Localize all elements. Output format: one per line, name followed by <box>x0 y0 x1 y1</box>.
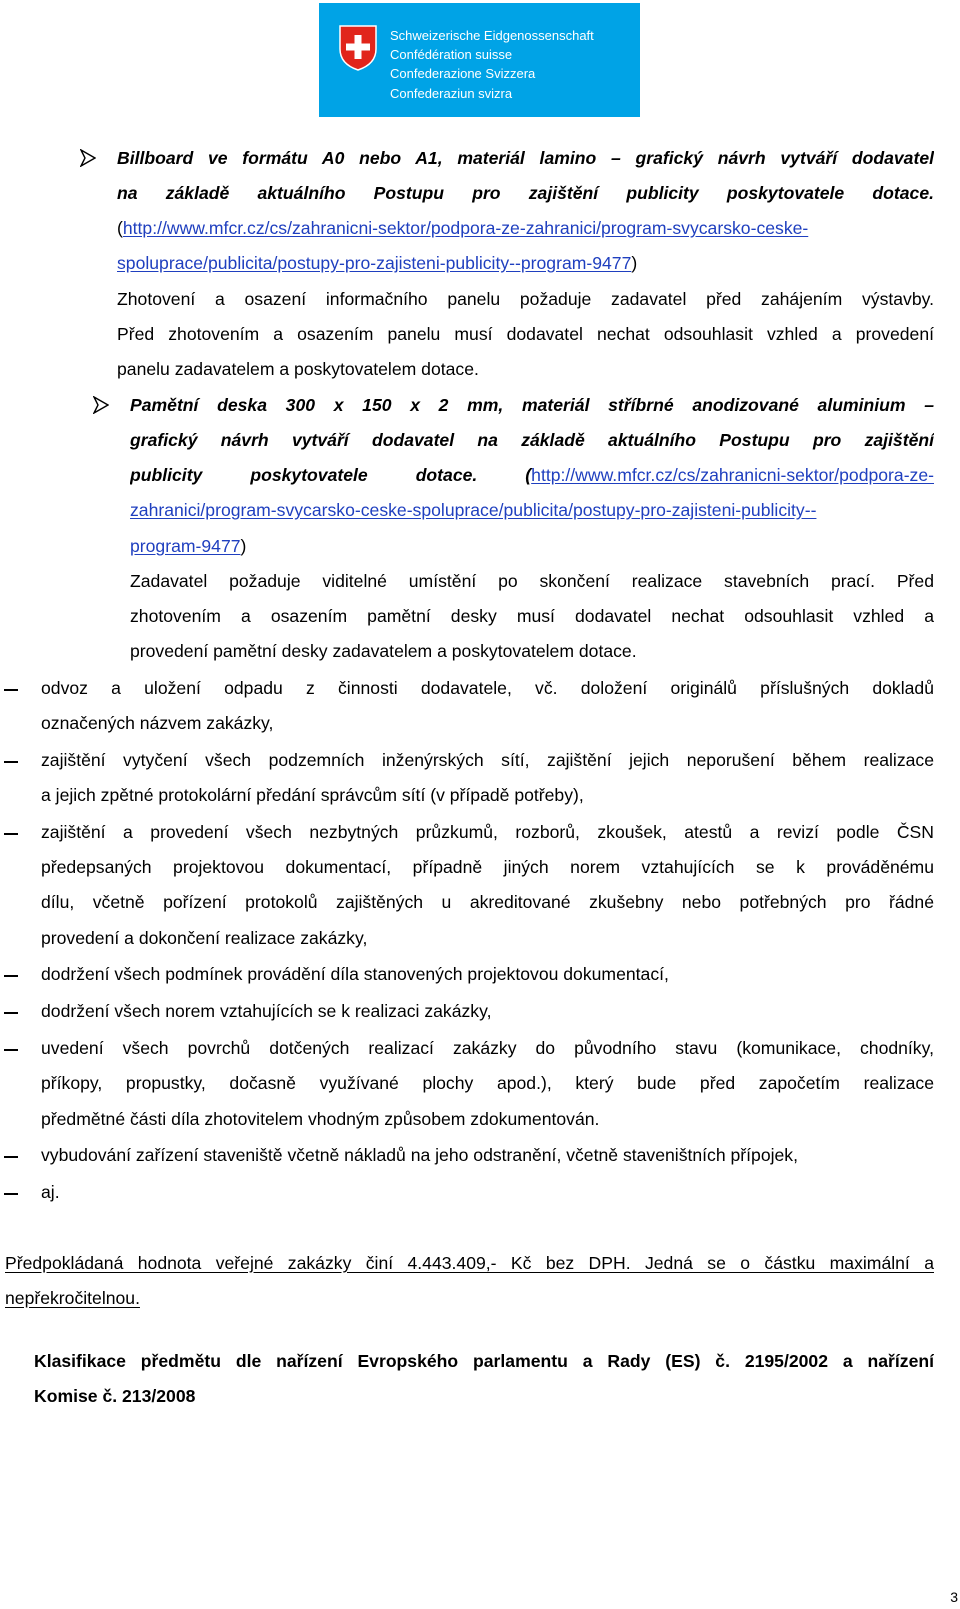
link-paren: ) <box>240 536 247 556</box>
list-item-line: předepsaných projektovou dokumentací, případně jiných norem vztahujících se k prováděnému <box>41 857 934 877</box>
billboard-note-line: panelu zadavatelem a poskytovatelem dotace. <box>117 359 479 379</box>
plaque-heading-text: publicity poskytovatele dotace. ( <box>130 465 532 485</box>
billboard-note-line: Zhotovení a osazení informačního panelu požaduje zadavatel před zahájením výstavby. <box>117 289 934 309</box>
list-item-line: vybudování zařízení staveniště včetně nákladů na jeho odstranění, včetně staveništních přípojek, <box>41 1145 798 1165</box>
dash-bullet-icon <box>4 689 18 691</box>
billboard-note-line: Před zhotovením a osazením panelu musí dodavatel nechat odsouhlasit vzhled a provedení <box>117 324 934 344</box>
list-item-line: uvedení všech povrchů dotčených realizací zakázky do původního stavu (komunikace, chodníky, <box>41 1038 934 1058</box>
swiss-confederation-logo <box>319 3 640 117</box>
list-item-line: označených názvem zakázky, <box>41 713 274 733</box>
dash-bullet-icon <box>4 1193 18 1195</box>
billboard-heading-line: Billboard ve formátu A0 nebo A1, materiál lamino – grafický návrh vytváří dodavatel <box>117 148 934 168</box>
dash-bullet-icon <box>4 1049 18 1051</box>
plaque-publicity-link[interactable]: http://www.mfcr.cz/cs/zahranicni-sektor/podpora-ze- <box>531 465 934 485</box>
dash-bullet-icon <box>4 761 18 763</box>
plaque-note-line: zhotovením a osazením pamětní desky musí dodavatel nechat odsouhlasit vzhled a <box>130 606 934 626</box>
link-paren: ) <box>631 253 638 273</box>
logo-line-fr: Confédération suisse <box>390 47 513 63</box>
list-item-line: dílu, včetně pořízení protokolů zajištěných u akreditované zkušebny nebo potřebných pro řádné <box>41 892 934 912</box>
logo-line-de: Schweizerische Eidgenossenschaft <box>390 28 594 43</box>
plaque-publicity-link[interactable]: zahranici/program-svycarsko-ceske-spoluprace/publicita/postupy-pro-zajisteni-publicity-- <box>130 500 817 520</box>
contract-value-line: Předpokládaná hodnota veřejné zakázky činí 4.443.409,- Kč bez DPH. Jedná se o částku maximální a <box>5 1253 934 1273</box>
logo-line-it: Confederazione Svizzera <box>390 66 536 82</box>
classification-heading: Komise č. 213/2008 <box>34 1386 196 1406</box>
list-item-line: zajištění vytyčení všech podzemních inženýrských sítí, zajištění jejich neporušení během realizace <box>41 750 934 770</box>
plaque-heading-line <box>130 465 934 485</box>
list-item-line: provedení a dokončení realizace zakázky, <box>41 928 368 948</box>
plaque-note-line: provedení pamětní desky zadavatelem a poskytovatelem dotace. <box>130 641 637 661</box>
billboard-publicity-link[interactable]: http://www.mfcr.cz/cs/zahranicni-sektor/podpora-ze-zahranici/program-svycarsko-ceske- <box>122 218 809 238</box>
swiss-shield-icon <box>339 25 377 71</box>
dash-bullet-icon <box>4 833 18 835</box>
logo-text <box>390 26 594 103</box>
link-paren: ( <box>117 218 123 238</box>
list-item-line: dodržení všech podmínek provádění díla stanovených projektovou dokumentací, <box>41 964 669 984</box>
plaque-link-line <box>130 500 816 520</box>
page-number: 3 <box>950 1589 958 1605</box>
plaque-publicity-link[interactable]: program-9477 <box>130 536 241 556</box>
contract-value-line: nepřekročitelnou. <box>5 1288 140 1308</box>
billboard-link-line <box>117 218 808 238</box>
billboard-link-line <box>117 253 637 273</box>
list-item-line: aj. <box>41 1182 60 1202</box>
classification-heading: Klasifikace předmětu dle nařízení Evropského parlamentu a Rady (ES) č. 2195/2002 a nařízení <box>34 1351 934 1371</box>
list-item-line: příkopy, propustky, dočasně využívané plochy apod.), který bude před započetím realizace <box>41 1073 934 1093</box>
logo-line-rm: Confederaziun svizra <box>390 85 513 101</box>
dash-bullet-icon <box>4 1012 18 1014</box>
plaque-heading-line: Pamětní deska 300 x 150 x 2 mm, materiál stříbrné anodizované aluminium – <box>130 395 934 415</box>
billboard-publicity-link[interactable]: spoluprace/publicita/postupy-pro-zajisteni-publicity--program-9477 <box>117 253 632 273</box>
list-item-line: a jejich zpětné protokolární předání správcům sítí (v případě potřeby), <box>41 785 584 805</box>
arrow-bullet-icon <box>80 149 96 167</box>
plaque-heading-line: grafický návrh vytváří dodavatel na základě aktuálního Postupu pro zajištění <box>130 430 934 450</box>
billboard-heading-line: na základě aktuálního Postupu pro zajištění publicity poskytovatele dotace. <box>117 183 934 203</box>
list-item-line: předmětné části díla zhotovitelem vhodným způsobem zdokumentován. <box>41 1109 600 1129</box>
dash-bullet-icon <box>4 975 18 977</box>
list-item-line: dodržení všech norem vztahujících se k realizaci zakázky, <box>41 1001 492 1021</box>
list-item-line: zajištění a provedení všech nezbytných průzkumů, rozborů, zkoušek, atestů a revizí podle ČSN <box>41 822 934 842</box>
arrow-bullet-icon <box>93 396 109 414</box>
plaque-link-line <box>130 536 246 556</box>
dash-bullet-icon <box>4 1156 18 1158</box>
list-item-line: odvoz a uložení odpadu z činnosti dodavatele, vč. doložení originálů příslušných dokladů <box>41 678 934 698</box>
plaque-note-line: Zadavatel požaduje viditelné umístění po skončení realizace stavebních prací. Před <box>130 571 934 591</box>
